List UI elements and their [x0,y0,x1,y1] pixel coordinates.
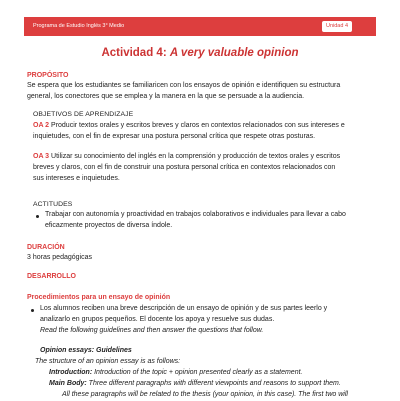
desarrollo-heading: DESARROLLO [27,273,76,280]
guidelines-heading: Opinion essays: Guidelines [40,347,132,354]
guidelines-intro: The structure of an opinion essay is as follows: [35,358,181,365]
activity-title [0,47,400,59]
introduction-label: Introduction: [49,369,93,376]
introduction-text: Introduction of the topic + opinion presented clearly as a statement. [92,369,303,376]
oa2-line-1 [33,121,345,132]
desarrollo-line-3: Read the following guidelines and then answer the questions that follow. [40,327,264,334]
guidelines-main-body-line-2: All these paragraphs will be related to the thesis (your opinion, in this case). The first two will [62,391,348,398]
actitudes-line-1: Trabajar con autonomía y proactividad en trabajos colaborativos e individuales para llevar a cabo [45,211,346,218]
oa3-line-2: breves y claros, con el fin de construir una postura personal crítica en contextos relacionados con [33,164,336,171]
guidelines-main-body-line [49,379,341,390]
proposito-line-2: general, los conectores que se emplea y la manera en la que se persuade a la audiencia. [27,93,305,100]
oa2-line-2: inquietudes, con el fin de expresar una postura personal crítica que respete otras posturas. [33,133,316,140]
duracion-heading: DURACIÓN [27,244,65,251]
unit-badge: Unidad 4 [322,21,352,32]
oa2-code: OA 2 [33,122,50,129]
oa3-line-1 [33,152,340,163]
oa2-text-1: Producir textos orales y escritos breves y claros en contextos relacionados con sus intereses e [49,122,345,129]
desarrollo-line-2: analizarlo en grupos pequeños. El docente los apoya y resuelve sus dudas. [40,316,275,323]
proposito-heading: PROPÓSITO [27,72,69,79]
main-body-label: Main Body: [49,380,87,387]
oa3-line-3: sus intereses e inquietudes. [33,175,120,182]
proposito-line-1: Se espera que los estudiantes se familiaricen con los ensayos de opinión e identifiquen su estructura [27,82,341,89]
oa3-text-1: Utilizar su conocimiento del inglés en la comprensión y producción de textos orales y escritos [49,153,341,160]
desarrollo-line-1: Los alumnos reciben una breve descripción de un ensayo de opinión y de sus partes leerlo y [40,305,328,312]
actitudes-heading: ACTITUDES [33,201,73,208]
objetivos-heading: OBJETIVOS DE APRENDIZAJE [33,111,134,118]
activity-title-prefix: Actividad 4: [101,47,170,59]
program-title: Programa de Estudio Inglés 3° Medio [33,23,125,29]
procedimientos-subheading: Procedimientos para un ensayo de opinión [27,294,171,301]
actitudes-line-2: eficazmente proyectos de diversa índole. [45,222,173,229]
main-body-text: Three different paragraphs with different viewpoints and reasons to support them. [86,380,341,387]
bullet-icon [36,215,39,218]
oa3-code: OA 3 [33,153,50,160]
bullet-icon [31,309,34,312]
activity-title-name: A very valuable opinion [169,47,299,59]
guidelines-introduction-line [49,368,302,379]
duracion-value: 3 horas pedagógicas [27,254,92,261]
